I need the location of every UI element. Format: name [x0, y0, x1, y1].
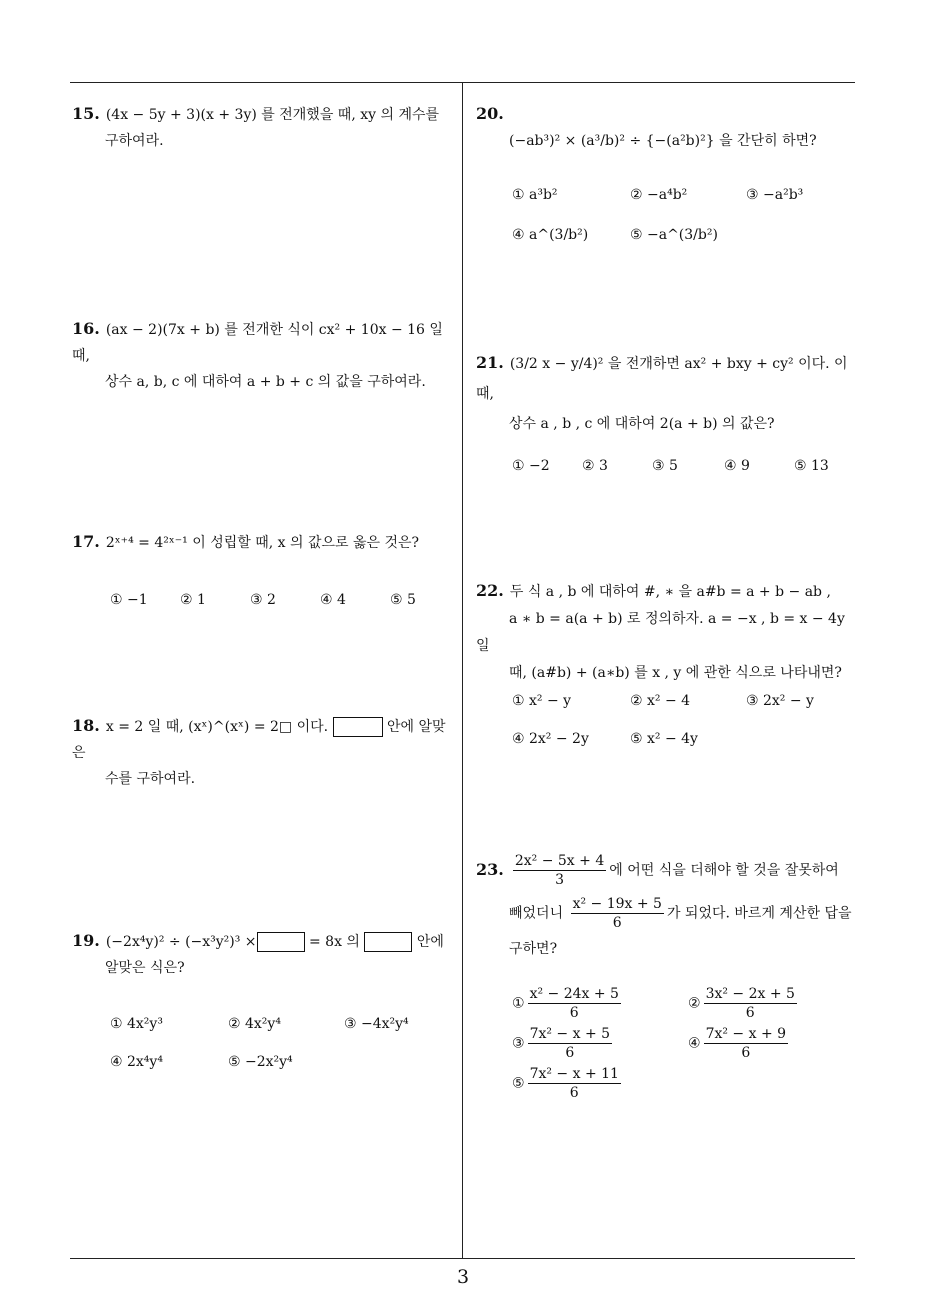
choice[interactable]: ③ −4x²y⁴	[344, 1016, 409, 1032]
question-text: 안에	[416, 934, 444, 950]
question-18	[72, 713, 457, 792]
question-text-cont: 알맞은 식은?	[105, 960, 185, 976]
choice[interactable]: ③ 2x² − y	[746, 693, 814, 709]
question-text-cont: 상수 a , b , c 에 대하여 2(a + b) 의 값은?	[509, 416, 775, 432]
bottom-rule	[70, 1258, 855, 1259]
question-text: (−2x⁴y)² ÷ (−x³y²)³ ×	[105, 934, 257, 950]
choice[interactable]: ⑤ −a^(3/b²)	[630, 227, 718, 243]
question-text-cont: a ∗ b = a(a + b) 로 정의하자. a = −x , b = x − 4y 일	[476, 611, 845, 654]
choice[interactable]: ④ 4	[320, 592, 346, 608]
choice[interactable]: ① a³b²	[512, 187, 558, 203]
question-text-cont: 빼었더니	[509, 905, 564, 922]
choice[interactable]: ⑤ −2x²y⁴	[228, 1054, 293, 1070]
question-20	[476, 101, 861, 154]
choice[interactable]: ③ $\frac{\text{7x² − x + 5}}{6}$	[512, 1026, 611, 1061]
question-text: (−ab³)² × (a³/b)² ÷ {−(a²b)²} 을 간단히 하면?	[509, 133, 817, 149]
question-15	[72, 101, 457, 154]
column-divider	[462, 82, 463, 1258]
choice[interactable]: ③ −a²b³	[746, 187, 804, 203]
question-16	[72, 316, 457, 395]
question-text-cont: 때, (a#b) + (a∗b) 를 x , y 에 관한 식으로 나타내면?	[509, 665, 842, 681]
blank-box	[333, 717, 383, 737]
choice[interactable]: ⑤ 13	[794, 458, 829, 474]
choice[interactable]: ① −1	[110, 592, 148, 608]
question-22	[476, 577, 861, 687]
choice[interactable]: ② 1	[180, 592, 206, 608]
choice[interactable]: ① $\frac{\text{x² − 24x + 5}}{6}$	[512, 986, 619, 1021]
question-number: 16.	[72, 319, 100, 338]
choice[interactable]: ② −a⁴b²	[630, 187, 688, 203]
question-text-cont: 가 되었다. 바르게 계산한 답을	[666, 905, 852, 922]
fraction: $\frac{\text{2x² − 5x + 4}}{3}$	[514, 853, 605, 888]
question-number: 23.	[476, 859, 504, 879]
fraction: $\frac{\text{x² − 19x + 5}}{6}$	[572, 896, 662, 931]
choice[interactable]: ④ a^(3/b²)	[512, 227, 589, 243]
question-text: = 8x 의	[309, 934, 360, 950]
choice[interactable]: ④ 9	[724, 458, 750, 474]
question-number: 18.	[72, 716, 100, 735]
choice[interactable]: ② 3	[582, 458, 608, 474]
question-text: (3/2 x − y/4)² 을 전개하면 ax² + bxy + cy² 이다. 이때,	[476, 356, 848, 402]
choice[interactable]: ② x² − 4	[630, 693, 691, 709]
question-text-cont: 구하면?	[509, 941, 558, 957]
question-number: 21.	[476, 353, 504, 372]
choice[interactable]: ① 4x²y³	[110, 1016, 163, 1032]
choice[interactable]: ② 4x²y⁴	[228, 1016, 281, 1032]
question-19	[72, 928, 462, 981]
choice[interactable]: ① x² − y	[512, 693, 572, 709]
choices-23	[512, 985, 852, 1105]
question-text: 두 식 a , b 에 대하여 #, ∗ 을 a#b = a + b − ab ,	[509, 584, 831, 600]
choice[interactable]: ① −2	[512, 458, 550, 474]
choice[interactable]: ⑤ $\frac{\text{7x² − x + 11}}{6}$	[512, 1066, 619, 1101]
question-number: 19.	[72, 931, 100, 950]
blank-box	[364, 932, 412, 952]
question-text: (ax − 2)(7x + b) 를 전개한 식이 cx² + 10x − 16 일 때,	[72, 322, 443, 364]
question-text-cont: 구하여라.	[105, 133, 164, 149]
question-text: x = 2 일 때, (xˣ)^(xˣ) = 2□ 이다.	[105, 719, 329, 735]
question-number: 15.	[72, 104, 100, 123]
question-text: 안에 알맞은	[72, 719, 446, 761]
question-text: 2ˣ⁺⁴ = 4²ˣ⁻¹ 이 성립할 때, x 의 값으로 옳은 것은?	[105, 535, 420, 551]
question-number: 20.	[476, 104, 504, 123]
choice[interactable]: ② $\frac{\text{3x² − 2x + 5}}{6}$	[688, 986, 795, 1021]
choice[interactable]: ③ 5	[652, 458, 678, 474]
question-23	[476, 852, 861, 962]
question-number: 17.	[72, 532, 100, 551]
choice[interactable]: ④ 2x⁴y⁴	[110, 1054, 163, 1070]
question-21	[476, 348, 861, 439]
blank-box	[257, 932, 305, 952]
question-text-cont: 수를 구하여라.	[105, 771, 196, 787]
choice[interactable]: ⑤ 5	[390, 592, 416, 608]
choice[interactable]: ④ 2x² − 2y	[512, 731, 589, 747]
question-text-cont: 상수 a, b, c 에 대하여 a + b + c 의 값을 구하여라.	[105, 374, 426, 390]
choice[interactable]: ④ $\frac{\text{7x² − x + 9}}{6}$	[688, 1026, 787, 1061]
choice[interactable]: ⑤ x² − 4y	[630, 731, 698, 747]
question-17	[72, 529, 457, 556]
page-number: 3	[456, 1266, 470, 1288]
question-text: (4x − 5y + 3)(x + 3y) 를 전개했을 때, xy 의 계수를	[105, 107, 440, 123]
choice[interactable]: ③ 2	[250, 592, 276, 608]
question-text: 에 어떤 식을 더해야 할 것을 잘못하여	[609, 862, 839, 879]
question-number: 22.	[476, 581, 504, 600]
